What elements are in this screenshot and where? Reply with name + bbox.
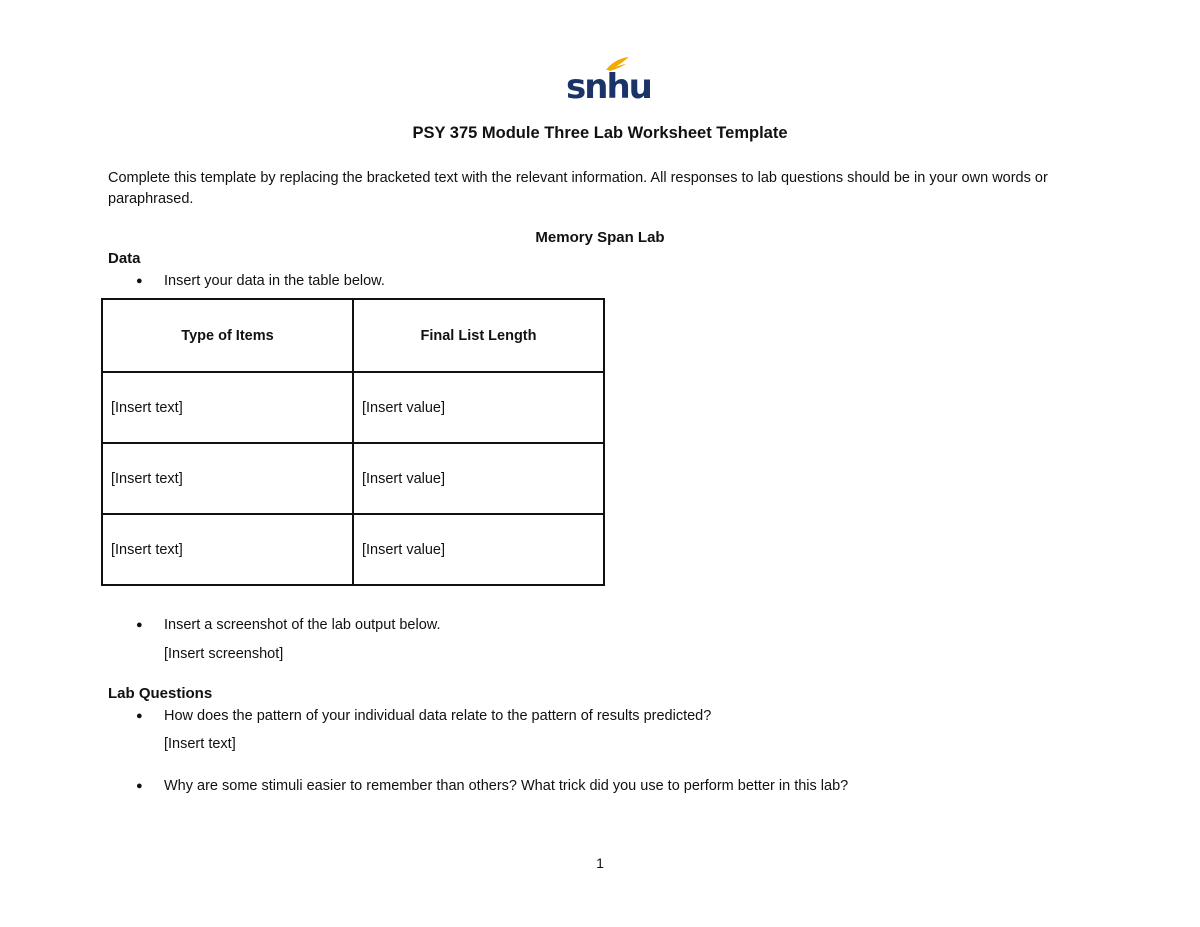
table-cell[interactable]: [Insert text]	[102, 514, 353, 585]
table-cell[interactable]: [Insert text]	[102, 372, 353, 443]
answer-1-placeholder[interactable]: [Insert text]	[164, 736, 236, 752]
section-title: Memory Span Lab	[535, 229, 665, 246]
table-row	[102, 443, 604, 514]
bullet-text: Insert your data in the table below.	[164, 273, 385, 289]
bullet-text: Insert a screenshot of the lab output below.	[164, 617, 441, 633]
table-row	[102, 372, 604, 443]
logo-text: snhu	[566, 67, 651, 107]
data-table	[101, 298, 605, 586]
document-title: PSY 375 Module Three Lab Worksheet Template	[412, 124, 788, 142]
header-type-of-items: Type of Items	[102, 299, 353, 372]
table-cell[interactable]: [Insert value]	[353, 372, 604, 443]
page-number: 1	[596, 855, 604, 871]
intro-paragraph: Complete this template by replacing the bracketed text with the relevant information. All responses to lab questions should be in your own words or paraphrased.	[108, 170, 1048, 207]
question-text: Why are some stimuli easier to remember than others? What trick did you use to perform better in this lab?	[164, 778, 849, 794]
table-cell[interactable]: [Insert value]	[353, 514, 604, 585]
bullet-dot: ●	[136, 619, 143, 631]
bullet-dot: ●	[136, 710, 143, 722]
snhu-logo	[566, 56, 651, 107]
bullet-dot: ●	[136, 780, 143, 792]
table-row	[102, 514, 604, 585]
table-cell[interactable]: [Insert value]	[353, 443, 604, 514]
data-heading: Data	[108, 250, 141, 267]
bullet-dot: ●	[136, 275, 143, 287]
header-final-list-length: Final List Length	[353, 299, 604, 372]
table-cell[interactable]: [Insert text]	[102, 443, 353, 514]
screenshot-placeholder[interactable]: [Insert screenshot]	[164, 646, 284, 662]
lab-questions-heading: Lab Questions	[108, 685, 213, 702]
question-text: How does the pattern of your individual data relate to the pattern of results predicted?	[164, 708, 712, 724]
table-header-row	[102, 299, 604, 372]
